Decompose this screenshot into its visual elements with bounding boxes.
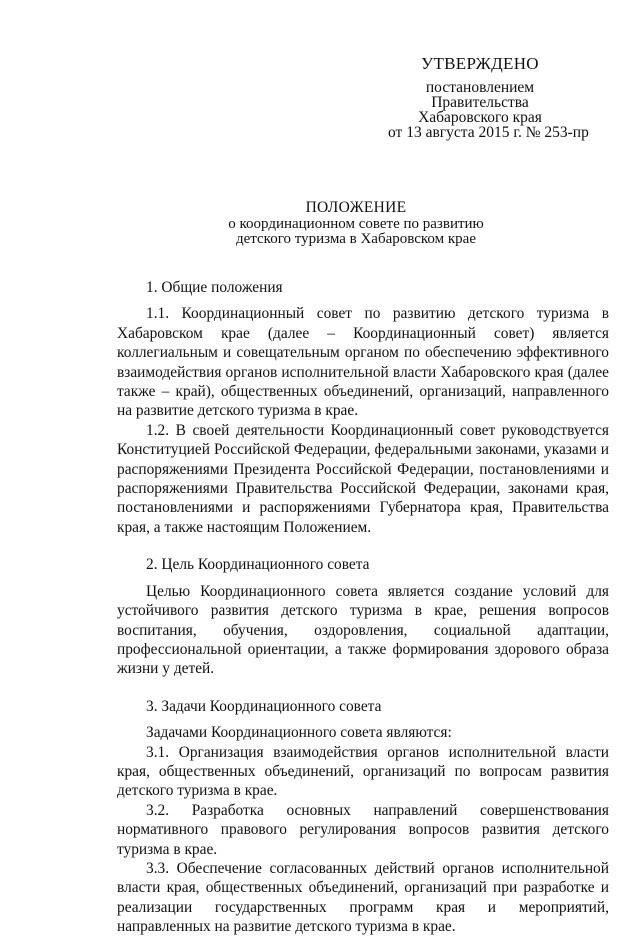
paragraph: 1.2. В своей деятельности Координационный совет руководствуется Конституцией Российской Федерации, федеральными законами, указами и распоряжениями Президента Российской Федерации, постановлениями и распоряжениями Правительства Российской Федерации, законами края, постановлениями и распоряжениями Губернатора края, Правительства края, а также настоящим Положением. [117, 421, 609, 536]
document-body [117, 278, 609, 937]
section-heading: 1. Общие положения [146, 279, 283, 296]
section-heading: 2. Цель Координационного совета [146, 556, 370, 574]
paragraph: 1.1. Координационный совет по развитию детского туризма в Хабаровском крае (далее – Координационный совет) является коллегиальным и совещательным органом по обеспечению эффективного взаимодействия органов исполнительной власти Хабаровского края (далее также – край), общественных объединений, организаций, направленного на развитие детского туризма в крае. [117, 305, 609, 420]
document-title-block [0, 200, 640, 247]
section-heading: 3. Задачи Координационного совета [146, 697, 382, 715]
section-gap [117, 537, 609, 555]
paragraph: 3.3. Обеспечение согласованных действий органов исполнительной власти края, общественных объединений, организаций при разработке и реализации государственных программ края и мероприятий, направленных на развитие детского туризма в крае. [117, 859, 609, 936]
paragraph: Целью Координационного совета является создание условий для устойчивого развития детского туризма в крае, решения вопросов воспитания, обучения, оздоровления, социальной адаптации, профессиональной ориентации, а также формирования здорового образа жизни у детей. [117, 582, 609, 678]
approval-stamp [388, 54, 589, 141]
document-subtitle: о координационном совете по развитию [228, 216, 484, 232]
approval-heading: УТВЕРЖДЕНО [421, 54, 539, 73]
paragraph: 3.2. Разработка основных направлений совершенствования нормативного правового регулирования вопросов развития детского туризма в крае. [117, 801, 609, 858]
approval-line: Правительства [431, 94, 529, 111]
paragraph: Задачами Координационного совета являются: [146, 724, 452, 742]
approval-date: от 13 августа 2015 г. № 253-пр [388, 124, 589, 141]
document-title: ПОЛОЖЕНИЕ [305, 199, 407, 216]
approval-line: Хабаровского края [418, 109, 542, 126]
paragraph: 3.1. Организация взаимодействия органов исполнительной власти края, общественных объединений, организаций по вопросам развития детского туризма в крае. [117, 743, 609, 800]
section-gap [117, 679, 609, 697]
approval-line: постановлением [425, 79, 535, 96]
document-subtitle: детского туризма в Хабаровском крае [236, 231, 476, 247]
